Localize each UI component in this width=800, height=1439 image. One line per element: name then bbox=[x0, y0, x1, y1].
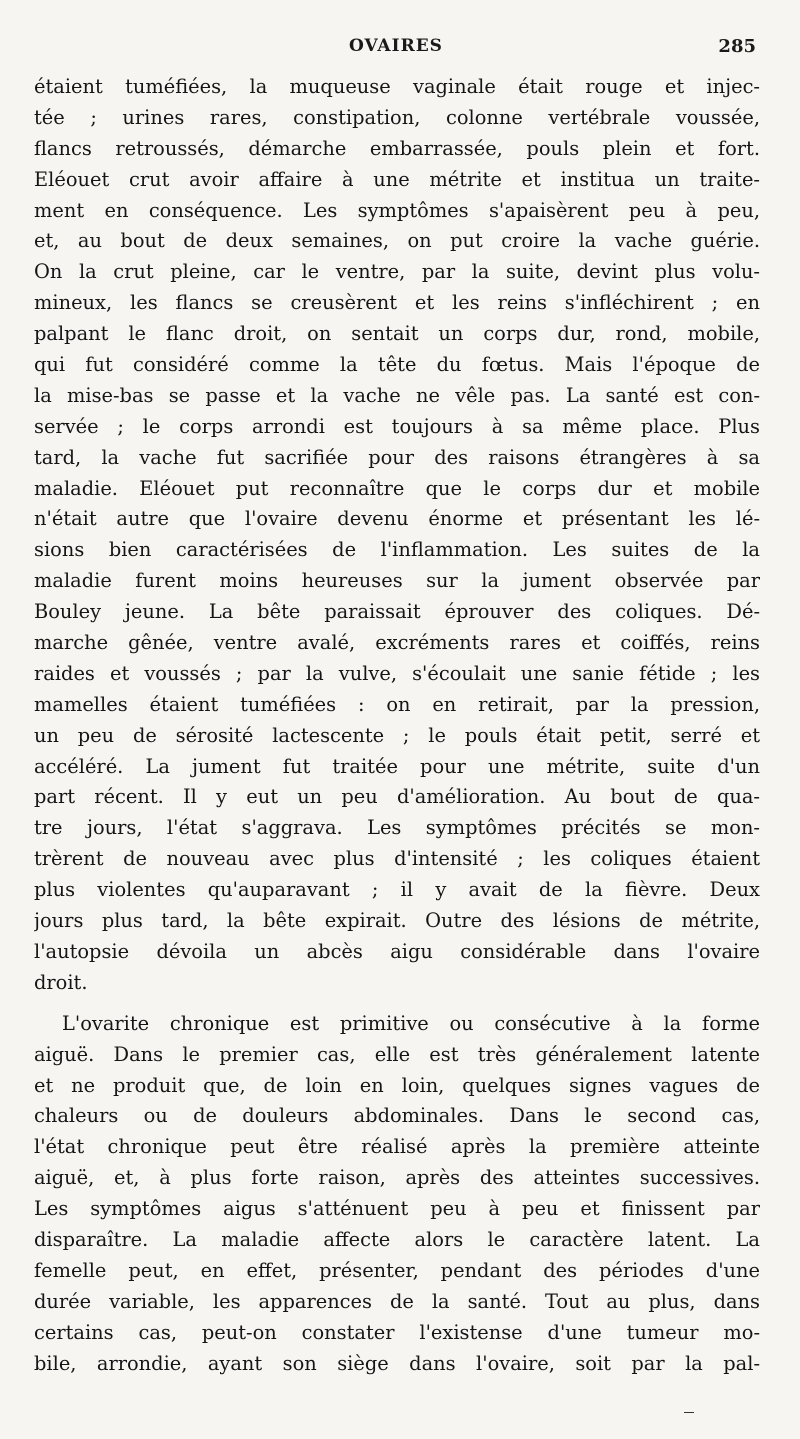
text-line: jours plus tard, la bête expirait. Outre des lésions de métrite, bbox=[34, 909, 760, 933]
text-line: aiguë. Dans le premier cas, elle est très généralement latente bbox=[34, 1042, 760, 1066]
text-line: et, au bout de deux semaines, on put croire la vache guérie. bbox=[34, 229, 760, 253]
text-line: tre jours, l'état s'aggrava. Les symptômes précités se mon- bbox=[34, 816, 760, 840]
text-line: et ne produit que, de loin en loin, quelques signes vagues de bbox=[34, 1073, 760, 1097]
running-head: OVAIRES bbox=[349, 36, 443, 56]
text-line: l'état chronique peut être réalisé après la première atteinte bbox=[34, 1135, 760, 1159]
text-line: mineux, les flancs se creusèrent et les reins s'infléchirent ; en bbox=[34, 291, 760, 315]
paragraph-1 bbox=[34, 72, 760, 999]
text-line: chaleurs ou de douleurs abdominales. Dans le second cas, bbox=[34, 1104, 760, 1128]
text-line: raides et voussés ; par la vulve, s'écoulait une sanie fétide ; les bbox=[34, 661, 760, 685]
text-line: tard, la vache fut sacrifiée pour des raisons étrangères à sa bbox=[34, 445, 760, 469]
text-line: sions bien caractérisées de l'inflammation. Les suites de la bbox=[34, 538, 760, 562]
text-line: ment en conséquence. Les symptômes s'apaisèrent peu à peu, bbox=[34, 198, 760, 222]
text-line: un peu de sérosité lactescente ; le pouls était petit, serré et bbox=[34, 723, 760, 747]
body-text bbox=[34, 72, 760, 1379]
text-line: étaient tuméfiées, la muqueuse vaginale était rouge et injec- bbox=[34, 75, 760, 98]
paragraph-2 bbox=[34, 1009, 760, 1380]
text-line: tée ; urines rares, constipation, colonne vertébrale voussée, bbox=[34, 105, 760, 129]
text-line: maladie furent moins heureuses sur la jument observée par bbox=[34, 569, 760, 593]
text-line: femelle peut, en effet, présenter, pendant des périodes d'une bbox=[34, 1258, 760, 1282]
page-number: 285 bbox=[718, 36, 756, 57]
page-header bbox=[36, 36, 756, 60]
text-line: Les symptômes aigus s'atténuent peu à peu et finissent par bbox=[34, 1197, 760, 1221]
text-line: qui fut considéré comme la tête du fœtus. Mais l'époque de bbox=[34, 353, 760, 377]
text-line: accéléré. La jument fut traitée pour une métrite, suite d'un bbox=[34, 754, 760, 778]
text-line: durée variable, les apparences de la santé. Tout au plus, dans bbox=[34, 1289, 760, 1313]
text-line: maladie. Eléouet put reconnaître que le corps dur et mobile bbox=[34, 476, 760, 500]
text-line: la mise-bas se passe et la vache ne vêle pas. La santé est con- bbox=[34, 383, 760, 407]
text-line: mamelles étaient tuméfiées : on en retirait, par la pression, bbox=[34, 692, 760, 716]
text-line: part récent. Il y eut un peu d'amélioration. Au bout de qua- bbox=[34, 785, 760, 809]
text-line: trèrent de nouveau avec plus d'intensité ; les coliques étaient bbox=[34, 847, 760, 871]
text-line: disparaître. La maladie affecte alors le caractère latent. La bbox=[34, 1227, 760, 1251]
text-line: droit. bbox=[34, 970, 88, 994]
text-line: n'était autre que l'ovaire devenu énorme et présentant les lé- bbox=[34, 507, 760, 531]
text-line: On la crut pleine, car le ventre, par la suite, devint plus volu- bbox=[34, 260, 760, 284]
text-line: flancs retroussés, démarche embarrassée, pouls plein et fort. bbox=[34, 136, 760, 160]
text-line: palpant le flanc droit, on sentait un corps dur, rond, mobile, bbox=[34, 322, 760, 346]
text-line: bile, arrondie, ayant son siège dans l'ovaire, soit par la pal- bbox=[34, 1351, 760, 1375]
text-line: L'ovarite chronique est primitive ou consécutive à la forme bbox=[62, 1011, 760, 1035]
text-line: certains cas, peut-on constater l'existense d'une tumeur mo- bbox=[34, 1320, 760, 1344]
footer-mark bbox=[684, 1412, 694, 1413]
text-line: aiguë, et, à plus forte raison, après des atteintes successives. bbox=[34, 1166, 760, 1190]
text-line: l'autopsie dévoila un abcès aigu considérable dans l'ovaire bbox=[34, 939, 760, 963]
text-line: Eléouet crut avoir affaire à une métrite et institua un traite- bbox=[34, 167, 760, 191]
text-line: plus violentes qu'auparavant ; il y avait de la fièvre. Deux bbox=[34, 878, 760, 902]
text-line: servée ; le corps arrondi est toujours à sa même place. Plus bbox=[34, 414, 760, 438]
text-line: Bouley jeune. La bête paraissait éprouver des coliques. Dé- bbox=[34, 600, 760, 624]
text-line: marche gênée, ventre avalé, excréments rares et coiffés, reins bbox=[34, 631, 760, 655]
